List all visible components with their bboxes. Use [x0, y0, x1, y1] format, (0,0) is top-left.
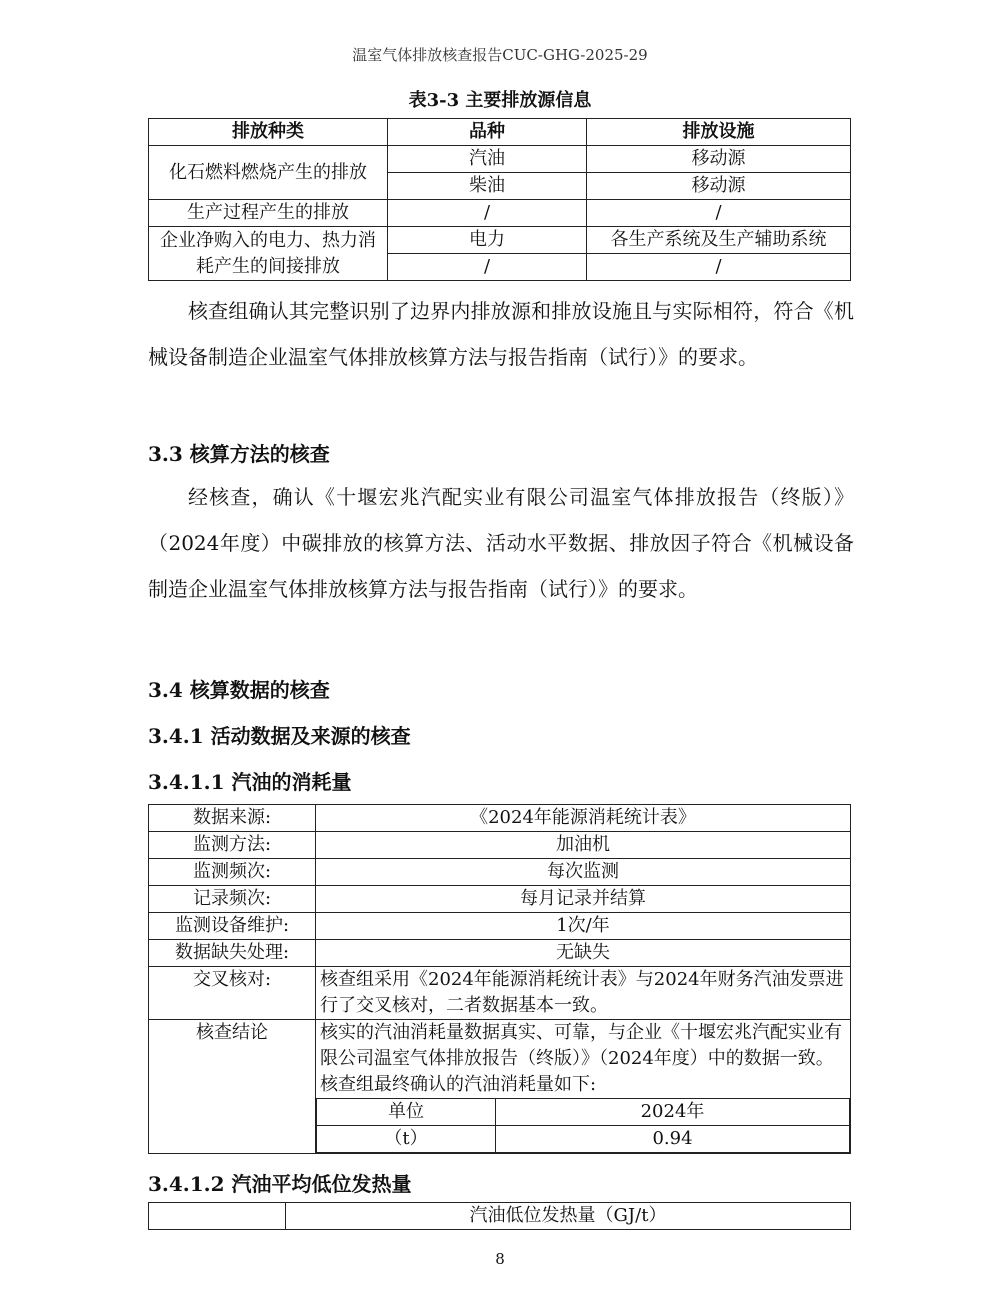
cell-type-process: 生产过程产生的排放: [149, 200, 388, 227]
cell-variety: /: [388, 254, 587, 281]
emission-source-table: [148, 118, 851, 281]
row-value-cross-check: 核查组采用《2024年能源消耗统计表》与2024年财务汽油发票进行了交叉核对，二者数据基本一致。: [316, 967, 851, 1020]
row-label-cross-check: 交叉核对:: [149, 967, 316, 1020]
row-value: 无缺失: [316, 940, 851, 967]
row-label: 数据缺失处理:: [149, 940, 316, 967]
header-emission-type: 排放种类: [149, 119, 388, 146]
cell-facility: /: [587, 254, 851, 281]
paragraph-method-check: 经核查，确认《十堰宏兆汽配实业有限公司温室气体排放报告（终版）》（2024年度）中碳排放的核算方法、活动水平数据、排放因子符合《机械设备制造企业温室气体排放核算方法与报告指南（试行）》的要求。: [148, 485, 854, 601]
table-row: [149, 1020, 851, 1154]
section-heading-3-4-1: 3.4.1 活动数据及来源的核查: [148, 724, 411, 748]
table-row: [317, 1126, 850, 1153]
cell-facility: 移动源: [587, 173, 851, 200]
row-label: 数据来源:: [149, 805, 316, 832]
row-label: 监测方法:: [149, 832, 316, 859]
section-heading-3-4-1-2: 3.4.1.2 汽油平均低位发热量: [148, 1172, 412, 1196]
table-row: [149, 1203, 851, 1230]
cell-variety: 汽油: [388, 146, 587, 173]
table-row: [149, 146, 851, 173]
row-value: 1次/年: [316, 913, 851, 940]
table-row: [149, 859, 851, 886]
row-label: 监测设备维护:: [149, 913, 316, 940]
section-heading-3-4-1-1: 3.4.1.1 汽油的消耗量: [148, 770, 352, 794]
heating-value-table: [148, 1202, 851, 1230]
inner-header-year: 2024年: [496, 1099, 850, 1126]
table-header-row: [149, 119, 851, 146]
inner-header-unit: 单位: [317, 1099, 496, 1126]
table-row: [149, 805, 851, 832]
row-value: 每月记录并结算: [316, 886, 851, 913]
table-row: [149, 886, 851, 913]
row-value: 加油机: [316, 832, 851, 859]
cell-type-indirect: [149, 227, 388, 281]
empty-cell: [149, 1203, 286, 1230]
cell-type-indirect-line2: 耗产生的间接排放: [196, 255, 340, 277]
gasoline-result-table: [316, 1098, 850, 1153]
row-value: 《2024年能源消耗统计表》: [316, 805, 851, 832]
cell-facility: /: [587, 200, 851, 227]
table-caption: 表3-3 主要排放源信息: [408, 90, 592, 111]
table-row: [149, 227, 851, 254]
inner-unit: （t）: [317, 1126, 496, 1153]
conclusion-cell: [316, 1020, 851, 1154]
page-number: 8: [495, 1250, 505, 1268]
row-label-conclusion: 核查结论: [149, 1020, 316, 1154]
table-row: [149, 913, 851, 940]
inner-value: 0.94: [496, 1126, 850, 1153]
header-variety: 品种: [388, 119, 587, 146]
table-row: [317, 1099, 850, 1126]
cell-facility: 各生产系统及生产辅助系统: [587, 227, 851, 254]
paragraph-boundary-confirmation: 核查组确认其完整识别了边界内排放源和排放设施且与实际相符，符合《机械设备制造企业温室气体排放核算方法与报告指南（试行）》的要求。: [148, 299, 854, 369]
cell-variety: 电力: [388, 227, 587, 254]
header-facility: 排放设施: [587, 119, 851, 146]
page-header: 温室气体排放核查报告CUC-GHG-2025-29: [352, 46, 648, 64]
cell-variety: 柴油: [388, 173, 587, 200]
cell-facility: 移动源: [587, 146, 851, 173]
table-row: [149, 200, 851, 227]
row-label: 监测频次:: [149, 859, 316, 886]
table-row: [149, 940, 851, 967]
row-label: 记录频次:: [149, 886, 316, 913]
table-row: [149, 832, 851, 859]
gasoline-consumption-table: [148, 804, 851, 1154]
cell-type-indirect-line1: 企业净购入的电力、热力消: [160, 229, 376, 251]
section-heading-3-3: 3.3 核算方法的核查: [148, 442, 330, 466]
cell-type-fossil: 化石燃料燃烧产生的排放: [149, 146, 388, 200]
row-value-conclusion: 核实的汽油消耗量数据真实、可靠，与企业《十堰宏兆汽配实业有限公司温室气体排放报告（终版）》（2024年度）中的数据一致。核查组最终确认的汽油消耗量如下:: [320, 1022, 842, 1095]
cell-variety: /: [388, 200, 587, 227]
heating-value-header: 汽油低位发热量（GJ/t）: [286, 1203, 851, 1230]
table-row: [149, 967, 851, 1020]
section-heading-3-4: 3.4 核算数据的核查: [148, 678, 330, 702]
row-value: 每次监测: [316, 859, 851, 886]
